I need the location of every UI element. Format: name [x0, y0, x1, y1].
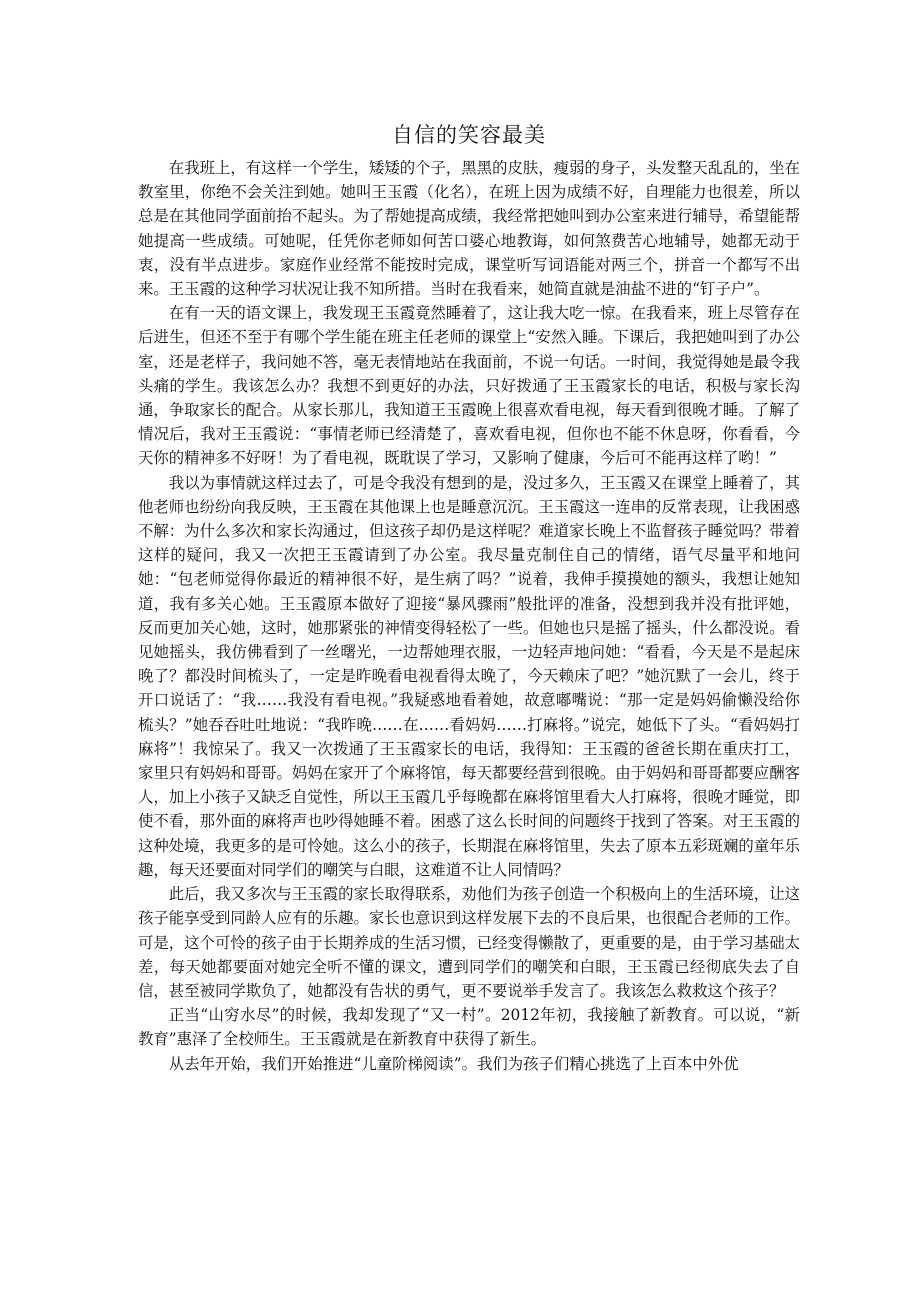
- document-page: [138, 118, 800, 1076]
- paragraph-3: 我以为事情就这样过去了，可是令我没有想到的是，没过多久，王玉霞又在课堂上睡着了，其他老师也纷纷向我反映，王玉霞在其他课上也是睡意沉沉。王玉霞这一连串的反常表现，让我困惑不解：为什么多次和家长沟通过，但这孩子却仍是这样呢？难道家长晚上不监督孩子睡觉吗？带着这样的疑问，我又一次把王玉霞请到了办公室。我尽量克制住自己的情绪，语气尽量平和地问她：“包老师觉得你最近的精神很不好，是生病了吗？”说着，我伸手摸摸她的额头，我想让她知道，我有多关心她。王玉霞原本做好了迎接“暴风骤雨”般批评的准备，没想到我并没有批评她，反而更加关心她，这时，她那紧张的神情变得轻松了一些。但她也只是摇了摇头，什么都没说。看见她摇头，我仿佛看到了一丝曙光，一边帮她理衣服，一边轻声地问她：“看看，今天是不是起床晚了？都没时间梳头了，一定是昨晚看电视看得太晚了，今天赖床了吧？”她沉默了一会儿，终于开口说话了：“我……我没有看电视。”我疑惑地看着她，故意嘟嘴说：“那一定是妈妈偷懒没给你梳头？”她吞吞吐吐地说：“我昨晚……在……看妈妈……打麻将。”说完，她低下了头。“看妈妈打麻将”！我惊呆了。我又一次拨通了王玉霞家长的电话，我得知：王玉霞的爸爸长期在重庆打工，家里只有妈妈和哥哥。妈妈在家开了个麻将馆，每天都要经营到很晚。由于妈妈和哥哥都要应酬客人，加上小孩子又缺乏自觉性，所以王玉霞几乎每晚都在麻将馆里看大人打麻将，很晚才睡觉，即使不看，那外面的麻将声也吵得她睡不着。困惑了这么长时间的问题终于找到了答案。对王玉霞的这种处境，我更多的是可怜她。这么小的孩子，长期混在麻将馆里，失去了原本五彩斑斓的童年乐趣，每天还要面对同学们的嘲笑与白眼，这难道不让人同情吗？: [138, 473, 800, 879]
- document-title: 自信的笑容最美: [392, 123, 546, 147]
- paragraph-1: 在我班上，有这样一个学生，矮矮的个子，黑黑的皮肤，瘦弱的身子，头发整天乱乱的，坐在教室里，你绝不会关注到她。她叫王玉霞（化名），在班上因为成绩不好，自理能力也很差，所以总是在其他同学面前抬不起头。为了帮她提高成绩，我经常把她叫到办公室来进行辅导，希望能帮她提高一些成绩。可她呢，任凭你老师如何苦口婆心地教诲，如何煞费苦心地辅导，她都无动于衷，没有半点进步。家庭作业经常不能按时完成，课堂听写词语能对两三个，拼音一个都写不出来。王玉霞的这种学习状况让我不知所措。当时在我看来，她简直就是油盐不进的“钉子户”。: [138, 159, 800, 299]
- paragraph-6: 从去年开始，我们开始推进“儿童阶梯阅读”。我们为孩子们精心挑选了上百本中外优: [168, 1054, 739, 1073]
- paragraph-5: 正当“山穷水尽”的时候，我却发现了“又一村”。2012年初，我接触了新教育。可以说，“新教育”惠泽了全校师生。王玉霞就是在新教育中获得了新生。: [138, 1006, 800, 1049]
- paragraph-4: 此后，我又多次与王玉霞的家长取得联系，劝他们为孩子创造一个积极向上的生活环境，让这孩子能享受到同龄人应有的乐趣。家长也意识到这样发展下去的不良后果，也很配合老师的工作。可是，这个可怜的孩子由于长期养成的生活习惯，已经变得懒散了，更重要的是，由于学习基础太差，每天她都要面对她完全听不懂的课文，遭到同学们的嘲笑和白眼，王玉霞已经彻底失去了自信，甚至被同学欺负了，她都没有告状的勇气，更不要说举手发言了。我该怎么救救这个孩子？: [138, 885, 800, 1000]
- paragraph-2: 在有一天的语文课上，我发现王玉霞竟然睡着了，这让我大吃一惊。在我看来，班上尽管存在后进生，但还不至于有哪个学生能在班主任老师的课堂上“安然入睡。下课后，我把她叫到了办公室，还是老样子，我问她不答，毫无表情地站在我面前，不说一句话。一时间，我觉得她是最令我头痛的学生。我该怎么办？我想不到更好的办法，只好拨通了王玉霞家长的电话，积极与家长沟通，争取家长的配合。从家长那儿，我知道王玉霞晚上很喜欢看电视，每天看到很晚才睡。了解了情况后，我对王玉霞说：“事情老师已经清楚了，喜欢看电视，但你也不能不休息呀，你看看，今天你的精神多不好呀！为了看电视，既耽误了学习，又影响了健康，今后可不能再这样了哟！”: [138, 304, 800, 468]
